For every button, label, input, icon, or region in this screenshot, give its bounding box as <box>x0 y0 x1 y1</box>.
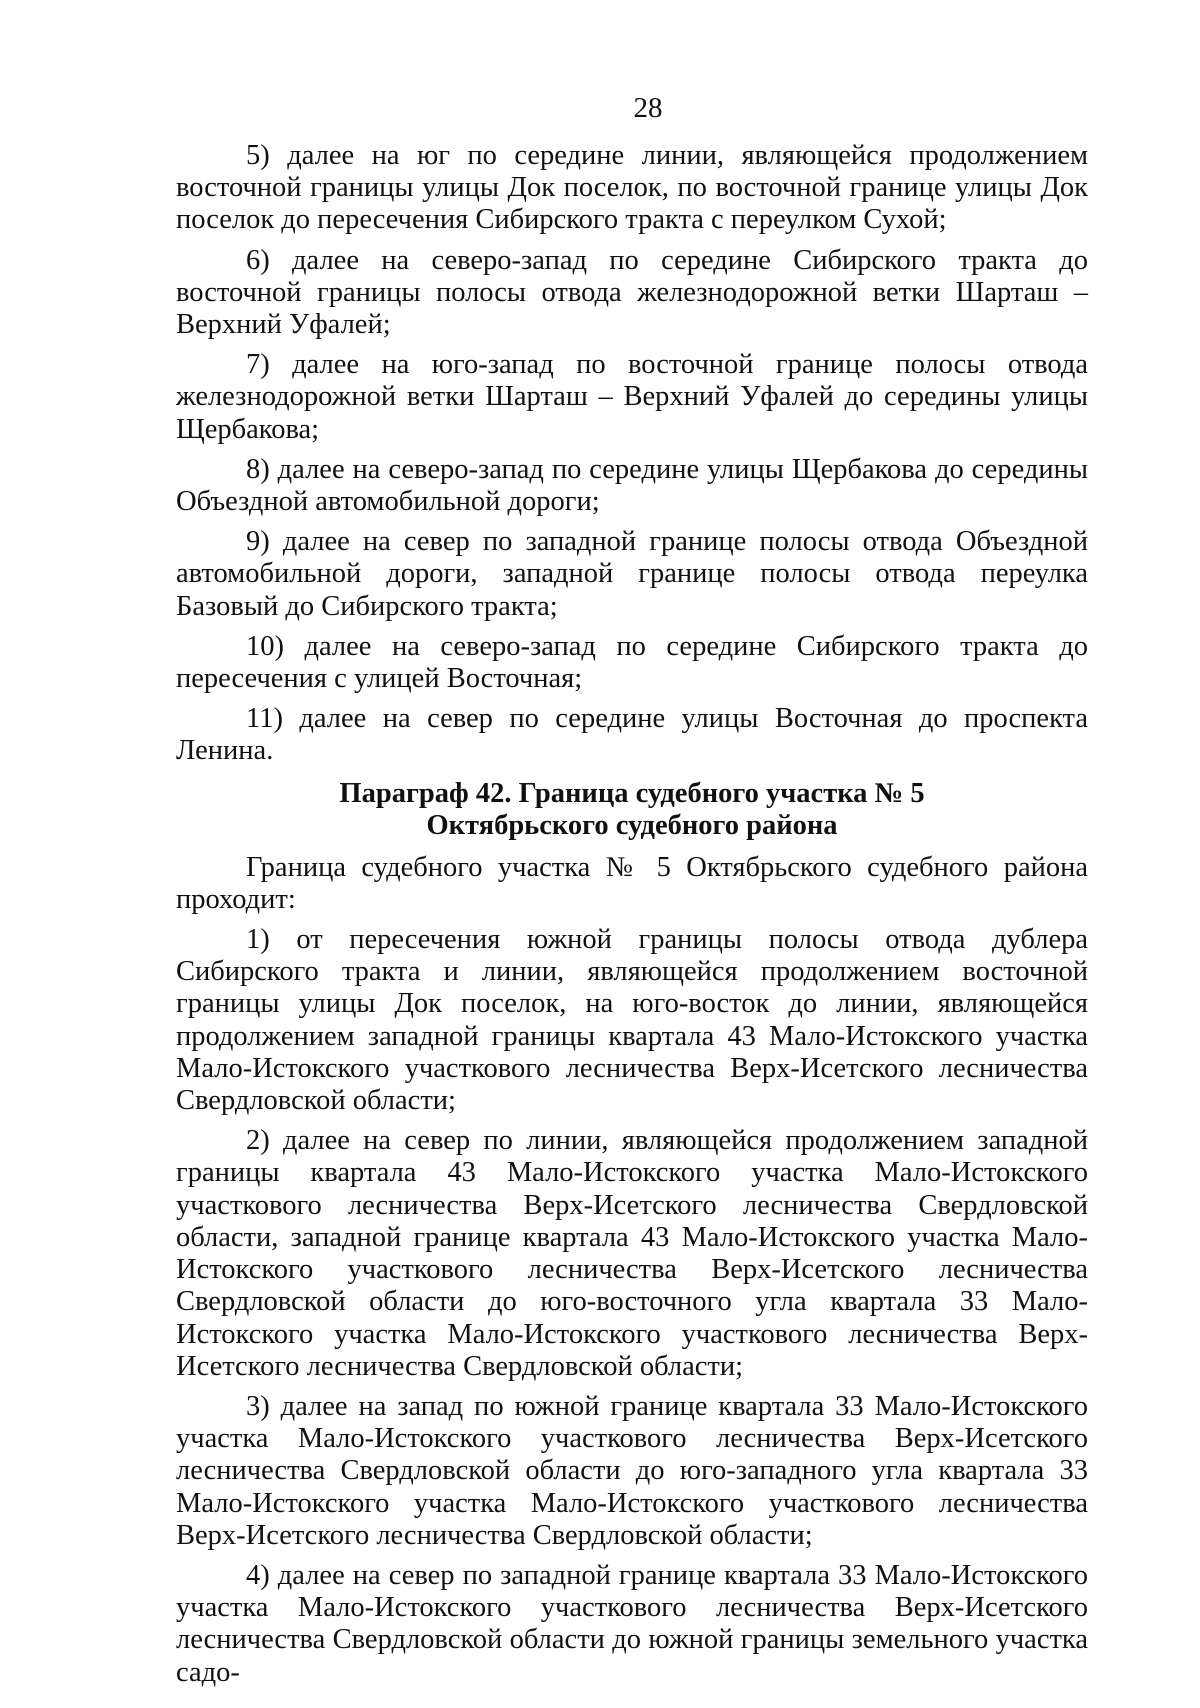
document-body <box>176 140 1088 1697</box>
paragraph-item-6: 6) далее на северо-запад по середине Сибирского тракта до восточной границы полосы отвода железнодорожной ветки Шарташ – Верхний Уфалей; <box>176 244 1088 341</box>
paragraph-item-2: 2) далее на север по линии, являющейся продолжением западной границы квартала 43 Мало-Истокского участка Мало-Истокского участкового лесничества Верх-Исетского лесничества Свердловской области, западной границе квартала 43 Мало-Истокского участка Мало-Истокского участкового лесничества Верх-Исетского лесничества Свердловской области до юго-восточного угла квартала 33 Мало-Истокского участка Мало-Истокского участкового лесничества Верх-Исетского лесничества Свердловской области; <box>176 1125 1088 1382</box>
paragraph-item-10: 10) далее на северо-запад по середине Сибирского тракта до пересечения с улицей Восточная; <box>176 630 1088 695</box>
paragraph-item-11: 11) далее на север по середине улицы Восточная до проспекта Ленина. <box>176 703 1088 767</box>
page-number: 28 <box>633 92 663 124</box>
section-heading <box>176 778 1088 842</box>
paragraph-item-8: 8) далее на северо-запад по середине улицы Щербакова до середины Объездной автомобильной дороги; <box>176 453 1088 518</box>
paragraph-item-1: 1) от пересечения южной границы полосы отвода дублера Сибирского тракта и линии, являющейся продолжением восточной границы улицы Док поселок, на юго-восток до линии, являющейся продолжением западной границы квартала 43 Мало-Истокского участка Мало-Истокского участкового лесничества Верх-Исетского лесничества Свердловской области; <box>176 924 1088 1117</box>
section-heading-line1: Параграф 42. Граница судебного участка № 5 <box>339 777 925 809</box>
paragraph-intro: Граница судебного участка № 5 Октябрьского судебного района проходит: <box>176 851 1088 915</box>
paragraph-item-7: 7) далее на юго-запад по восточной границе полосы отвода железнодорожной ветки Шарташ – Верхний Уфалей до середины улицы Щербакова; <box>176 349 1088 445</box>
section-heading-line2: Октябрьского судебного района <box>426 809 838 841</box>
paragraph-item-9: 9) далее на север по западной границе полосы отвода Объездной автомобильной дороги, западной границе полосы отвода переулка Базовый до Сибирского тракта; <box>176 526 1088 622</box>
paragraph-item-5: 5) далее на юг по середине линии, являющейся продолжением восточной границы улицы Док поселок, по восточной границе улицы Док поселок до пересечения Сибирского тракта с переулком Сухой; <box>176 140 1088 236</box>
paragraph-item-4: 4) далее на север по западной границе квартала 33 Мало-Истокского участка Мало-Истокского участкового лесничества Верх-Исетского лесничества Свердловской области до южной границы земельного участка садо- <box>176 1559 1088 1688</box>
paragraph-item-3: 3) далее на запад по южной границе квартала 33 Мало-Истокского участка Мало-Истокского участкового лесничества Верх-Исетского лесничества Свердловской области до юго-западного угла квартала 33 Мало-Истокского участка Мало-Истокского участкового лесничества Верх-Исетского лесничества Свердловской области; <box>176 1390 1088 1551</box>
